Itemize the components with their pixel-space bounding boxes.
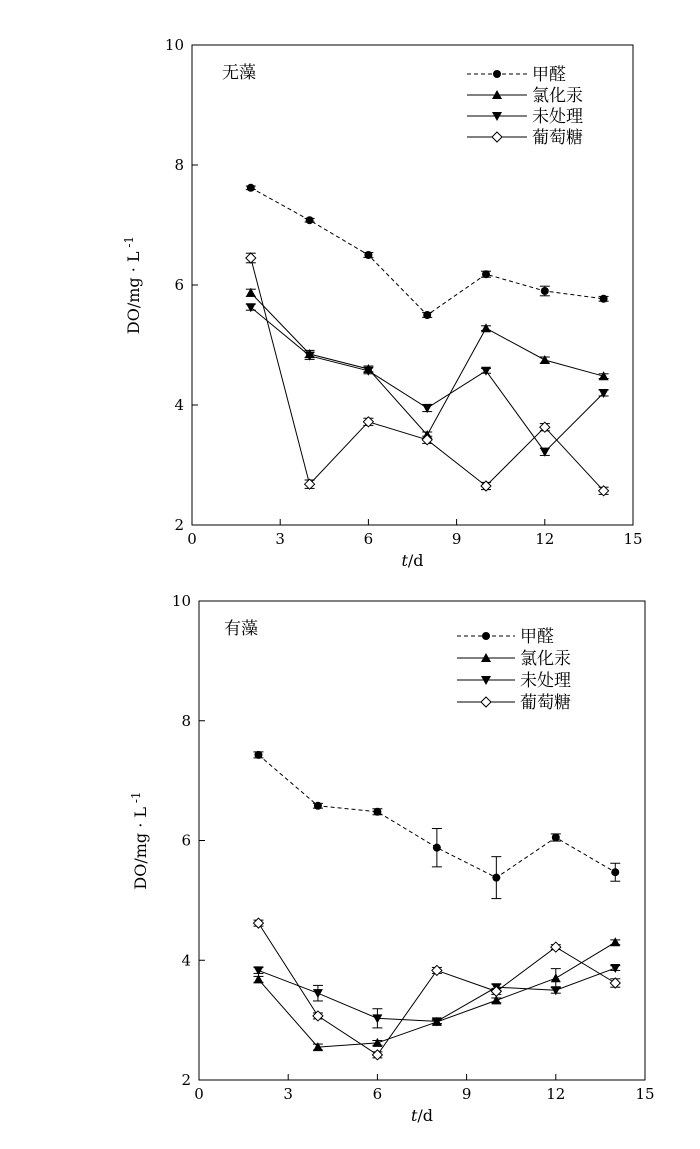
x-tick-label: 0 (194, 1085, 204, 1103)
data-point (610, 937, 620, 946)
x-tick-label: 12 (535, 530, 555, 548)
x-tick-label: 9 (451, 530, 462, 548)
series-1 (246, 184, 609, 319)
legend-label: 甲醛 (520, 627, 554, 647)
legend-marker (493, 70, 501, 78)
data-point (254, 751, 262, 759)
data-point (541, 287, 549, 295)
data-point (364, 251, 372, 259)
y-tick-label: 4 (181, 951, 191, 970)
series-line (258, 923, 615, 1055)
y-axis-label: DO/mg · L $^{-1}$ (129, 791, 150, 890)
data-point (314, 802, 322, 810)
legend-marker (492, 132, 502, 142)
legend (457, 627, 571, 713)
legend-label: 氯化汞 (532, 86, 583, 106)
x-axis-label: t/d (401, 551, 424, 570)
legend-label: 未处理 (520, 671, 571, 691)
data-point (372, 1038, 382, 1047)
chart-panel-2 (129, 592, 655, 1125)
data-point (552, 834, 560, 842)
series-4 (246, 253, 609, 496)
x-tick-label: 15 (623, 530, 643, 548)
x-tick-label: 15 (635, 1085, 655, 1103)
x-axis-label: t/d (410, 1106, 434, 1125)
y-tick-label: 4 (174, 396, 184, 414)
y-tick-label: 2 (174, 516, 184, 534)
series-4 (253, 918, 620, 1060)
data-point (482, 270, 490, 278)
data-point (540, 355, 550, 364)
y-tick-label: 6 (181, 831, 191, 850)
legend-label: 未处理 (532, 107, 583, 127)
data-point (551, 942, 561, 952)
y-tick-label: 6 (174, 276, 184, 294)
data-point (253, 966, 263, 975)
legend-label: 葡萄糖 (532, 128, 583, 148)
legend-marker (481, 697, 491, 707)
data-point (372, 1050, 382, 1060)
legend-label: 氯化汞 (520, 649, 571, 669)
data-point (610, 964, 620, 973)
data-point (246, 253, 256, 263)
data-point (551, 986, 561, 995)
data-point (611, 868, 619, 876)
x-tick-label: 6 (363, 530, 374, 548)
x-tick-label: 9 (461, 1085, 472, 1103)
data-point (600, 295, 608, 303)
data-point (306, 216, 314, 224)
data-point (491, 986, 501, 996)
data-point (253, 974, 263, 983)
data-point (373, 808, 381, 816)
data-point (481, 323, 491, 332)
x-tick-label: 12 (546, 1085, 566, 1103)
legend-label: 葡萄糖 (520, 693, 571, 713)
data-point (610, 978, 620, 988)
data-point (313, 989, 323, 998)
y-tick-label: 2 (181, 1071, 191, 1089)
series-line (251, 258, 604, 491)
plot-frame (199, 601, 645, 1080)
x-tick-label: 3 (275, 530, 285, 548)
chart-panel-1 (122, 36, 643, 570)
y-tick-label: 8 (181, 711, 191, 730)
y-axis-label: DO/mg · L $^{-1}$ (122, 235, 143, 335)
data-point (433, 844, 441, 852)
x-tick-label: 6 (372, 1085, 383, 1103)
series-line (258, 942, 615, 1047)
legend-marker (482, 632, 490, 640)
legend (467, 65, 583, 148)
legend-label: 甲醛 (532, 65, 566, 85)
data-point (253, 918, 263, 928)
panel-label: 有藻 (224, 619, 258, 639)
series-line (251, 188, 604, 315)
y-tick-label: 10 (164, 36, 184, 54)
data-point (551, 973, 561, 982)
data-point (492, 874, 500, 882)
data-point (481, 367, 491, 376)
series-2 (253, 937, 620, 1051)
data-point (423, 311, 431, 319)
data-point (246, 303, 256, 312)
data-point (432, 965, 442, 975)
panel-label: 无藻 (222, 63, 256, 83)
data-point (247, 184, 255, 192)
x-tick-label: 0 (187, 530, 197, 548)
data-point (313, 1011, 323, 1021)
series-1 (253, 751, 620, 899)
y-tick-label: 8 (174, 156, 184, 174)
y-tick-label: 10 (171, 592, 191, 610)
x-tick-label: 3 (283, 1085, 293, 1103)
series-2 (246, 288, 609, 439)
